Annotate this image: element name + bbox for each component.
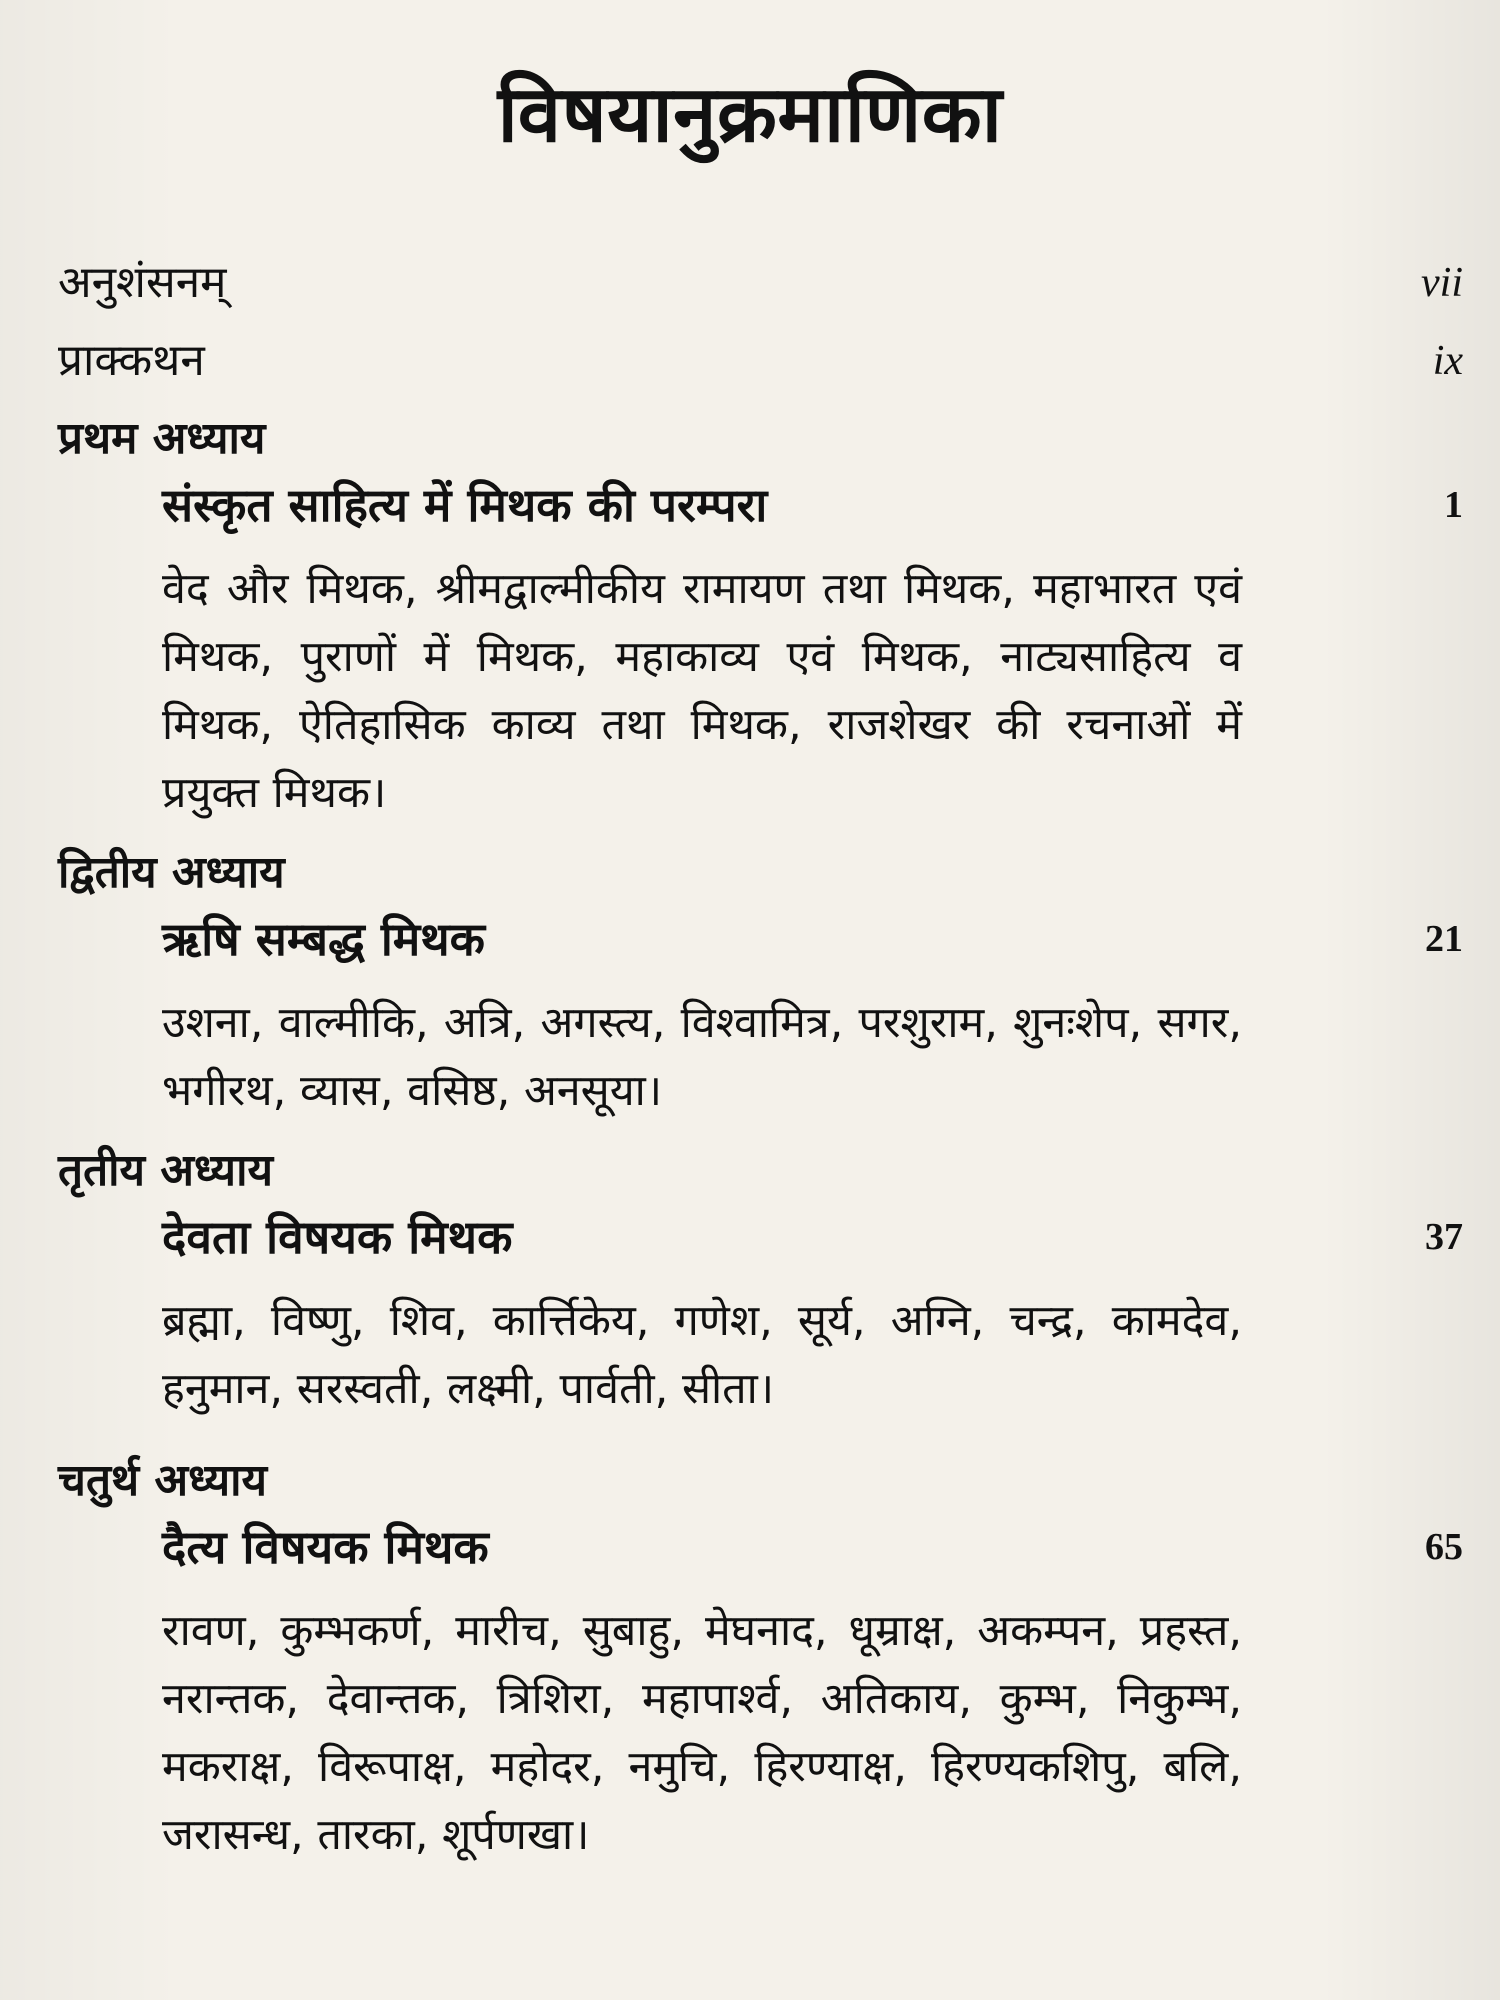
chapter-title: देवता विषयक मिथक [162,1210,513,1264]
chapter-label: तृतीय अध्याय [58,1145,273,1196]
toc-entry-prakkathan [58,333,1463,411]
chapter-label: चतुर्थ अध्याय [58,1455,268,1506]
chapter-label: द्वितीय अध्याय [58,847,285,898]
toc-entry-anushansanam [58,255,1463,333]
toc-page-number: vii [1421,260,1463,306]
toc-entry-label: प्राक्कथन [58,335,205,386]
chapter-description: ब्रह्मा, विष्णु, शिव, कार्त्तिकेय, गणेश, सूर्य, अग्नि, चन्द्र, कामदेव, हनुमान, सरस्वती, लक्ष्मी, पार्वती, सीता। [162,1296,1242,1414]
chapter-title-row [58,477,1463,555]
toc-page-number: 1 [1444,484,1463,526]
chapter-description: उशना, वाल्मीकि, अत्रि, अगस्त्य, विश्वामित्र, परशुराम, शुनःशेप, सगर, भगीरथ, व्यास, वसिष्ठ, अनसूया। [162,998,1242,1116]
chapter-title-row [58,911,1463,989]
toc-page-number: 21 [1425,918,1463,960]
chapter-description: वेद और मिथक, श्रीमद्वाल्मीकीय रामायण तथा मिथक, महाभारत एवं मिथक, पुराणों में मिथक, महाकाव्य एवं मिथक, नाट्यसाहित्य व मिथक, ऐतिहासिक काव्य तथा मिथक, राजशेखर की रचनाओं में प्रयुक्त मिथक। [162,564,1242,818]
chapter-title: संस्कृत साहित्य में मिथक की परम्परा [162,478,768,532]
table-of-contents [58,255,1463,1869]
chapter-title: ऋषि सम्बद्ध मिथक [162,912,485,966]
toc-page-number: 65 [1425,1526,1463,1568]
toc-page-number: ix [1432,338,1463,384]
page-title: विषयानुक्रमाणिका [497,70,1003,160]
chapter-description: रावण, कुम्भकर्ण, मारीच, सुबाहु, मेघनाद, धूम्राक्ष, अकम्पन, प्रहस्त, नरान्तक, देवान्तक, त्रिशिरा, महापार्श्व, अतिकाय, कुम्भ, निकुम्भ, मकराक्ष, विरूपाक्ष, महोदर, नमुचि, हिरण्याक्ष, हिरण्यकशिपु, बलि, जरासन्ध, तारका, शूर्पणखा। [162,1606,1242,1860]
chapter-title-row [58,1209,1463,1287]
chapter-title-row [58,1519,1463,1597]
toc-entry-label: अनुशंसनम् [58,257,227,308]
toc-page-number: 37 [1425,1216,1463,1258]
chapter-title: दैत्य विषयक मिथक [162,1520,489,1574]
chapter-label: प्रथम अध्याय [58,413,266,464]
